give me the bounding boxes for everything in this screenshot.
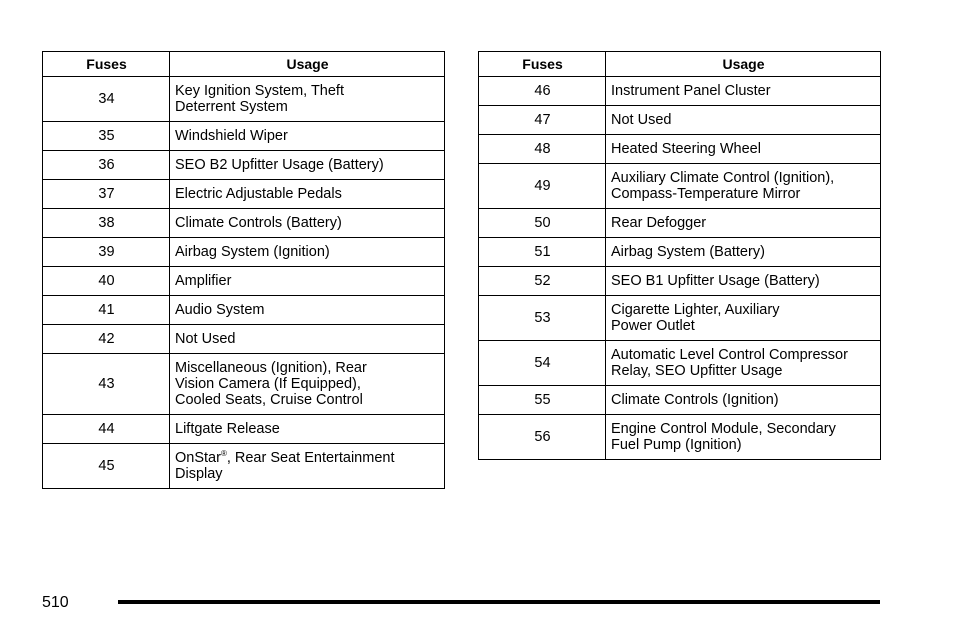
table-row	[43, 267, 445, 296]
fuse-usage: SEO B1 Upfitter Usage (Battery)	[606, 267, 881, 296]
fuse-number: 54	[479, 341, 606, 386]
table-row	[43, 354, 445, 415]
fuse-usage: SEO B2 Upfitter Usage (Battery)	[170, 151, 445, 180]
fuse-usage: Rear Defogger	[606, 209, 881, 238]
table-row	[43, 151, 445, 180]
fuse-number: 50	[479, 209, 606, 238]
table-row	[43, 122, 445, 151]
fuse-usage: Instrument Panel Cluster	[606, 77, 881, 106]
fuse-usage: Heated Steering Wheel	[606, 135, 881, 164]
fuse-number: 38	[43, 209, 170, 238]
table-row	[43, 209, 445, 238]
fuse-usage: Climate Controls (Ignition)	[606, 386, 881, 415]
fuse-usage: Cigarette Lighter, Auxiliary Power Outlet	[606, 296, 881, 341]
fuse-number: 52	[479, 267, 606, 296]
header-row	[43, 52, 445, 77]
fuse-number: 42	[43, 325, 170, 354]
table-row	[479, 209, 881, 238]
fuse-number: 43	[43, 354, 170, 415]
table-row	[479, 415, 881, 460]
table-row	[43, 180, 445, 209]
header-fuses: Fuses	[43, 52, 170, 77]
table-row	[43, 415, 445, 444]
table-row	[479, 341, 881, 386]
fuse-number: 41	[43, 296, 170, 325]
fuse-usage: Airbag System (Battery)	[606, 238, 881, 267]
header-fuses: Fuses	[479, 52, 606, 77]
table-row	[479, 106, 881, 135]
table-row	[479, 77, 881, 106]
fuse-usage: Amplifier	[170, 267, 445, 296]
table-row	[43, 296, 445, 325]
table-row	[479, 296, 881, 341]
fuse-usage	[170, 444, 445, 489]
fuse-usage: Key Ignition System, Theft Deterrent System	[170, 77, 445, 122]
usage-suffix: , Rear Seat Entertainment Display	[175, 450, 395, 482]
fuse-number: 48	[479, 135, 606, 164]
fuse-usage: Automatic Level Control Compressor Relay, SEO Upfitter Usage	[606, 341, 881, 386]
fuse-number: 35	[43, 122, 170, 151]
usage-prefix: OnStar	[175, 450, 221, 466]
header-usage: Usage	[606, 52, 881, 77]
header-row	[479, 52, 881, 77]
fuse-usage: Liftgate Release	[170, 415, 445, 444]
fuse-number: 56	[479, 415, 606, 460]
table-row	[479, 267, 881, 296]
fuse-usage: Electric Adjustable Pedals	[170, 180, 445, 209]
fuse-number: 36	[43, 151, 170, 180]
header-usage: Usage	[170, 52, 445, 77]
page-number: 510	[42, 594, 69, 611]
fuse-usage: Engine Control Module, Secondary Fuel Pump (Ignition)	[606, 415, 881, 460]
fuse-number: 37	[43, 180, 170, 209]
table-row	[43, 77, 445, 122]
fuse-table-right	[478, 51, 881, 460]
fuse-number: 45	[43, 444, 170, 489]
registered-mark: ®	[220, 449, 227, 459]
table-row	[479, 135, 881, 164]
fuse-number: 53	[479, 296, 606, 341]
fuse-usage: Audio System	[170, 296, 445, 325]
fuse-table-left	[42, 51, 445, 489]
fuse-usage: Not Used	[606, 106, 881, 135]
fuse-number: 55	[479, 386, 606, 415]
table-row	[479, 238, 881, 267]
table-row	[479, 164, 881, 209]
fuse-number: 40	[43, 267, 170, 296]
fuse-usage: Not Used	[170, 325, 445, 354]
fuse-number: 34	[43, 77, 170, 122]
table-row	[479, 386, 881, 415]
fuse-usage: Airbag System (Ignition)	[170, 238, 445, 267]
fuse-usage: Auxiliary Climate Control (Ignition), Compass-Temperature Mirror	[606, 164, 881, 209]
fuse-number: 47	[479, 106, 606, 135]
fuse-number: 39	[43, 238, 170, 267]
fuse-number: 44	[43, 415, 170, 444]
fuse-number: 49	[479, 164, 606, 209]
footer-divider	[118, 600, 880, 604]
table-row	[43, 325, 445, 354]
fuse-usage: Miscellaneous (Ignition), Rear Vision Camera (If Equipped), Cooled Seats, Cruise Control	[170, 354, 445, 415]
fuse-number: 51	[479, 238, 606, 267]
fuse-number: 46	[479, 77, 606, 106]
table-row	[43, 444, 445, 489]
fuse-usage: Windshield Wiper	[170, 122, 445, 151]
fuse-usage: Climate Controls (Battery)	[170, 209, 445, 238]
table-row	[43, 238, 445, 267]
